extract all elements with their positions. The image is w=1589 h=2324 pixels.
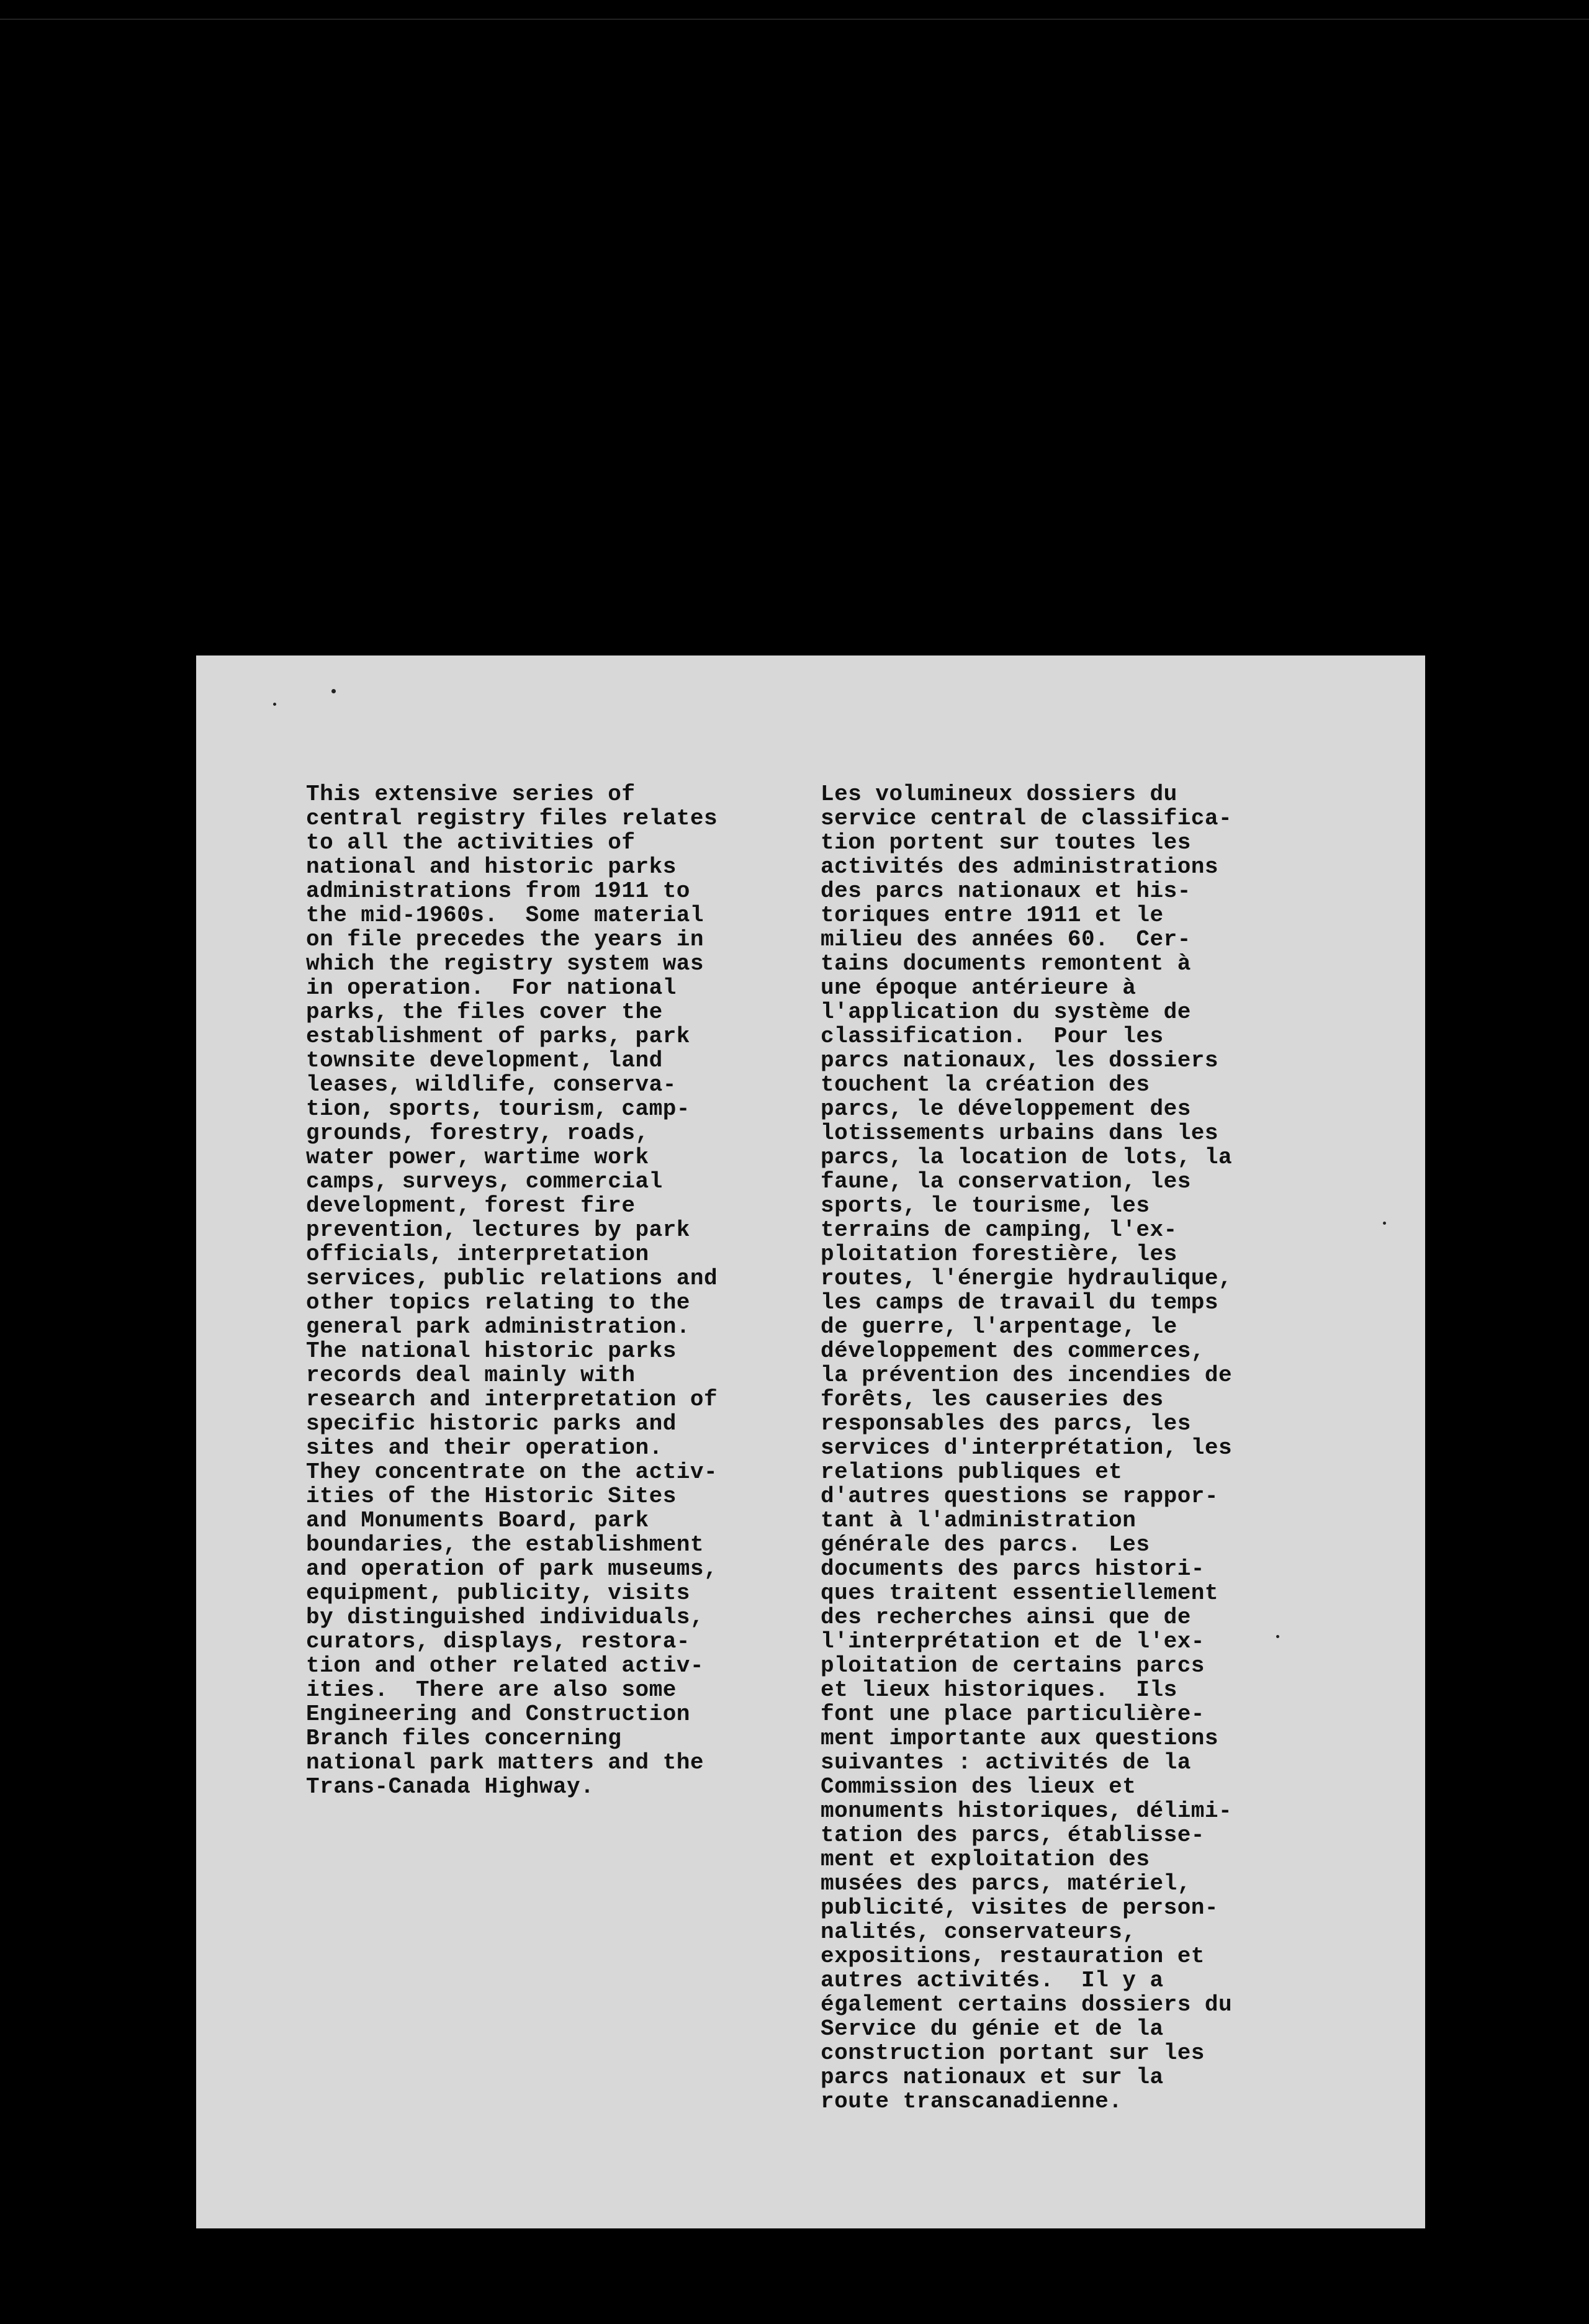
french-text-line: tion portent sur toutes les bbox=[821, 830, 1191, 855]
english-text-line: The national historic parks bbox=[306, 1338, 677, 1364]
english-text-line: This extensive series of bbox=[306, 781, 636, 807]
english-text-line: water power, wartime work bbox=[306, 1145, 649, 1170]
english-text-line: officials, interpretation bbox=[306, 1241, 649, 1267]
french-text-line: une époque antérieure à bbox=[821, 975, 1137, 1001]
french-text-line: la prévention des incendies de bbox=[821, 1362, 1233, 1388]
french-text-line: l'application du système de bbox=[821, 999, 1191, 1025]
english-text-column bbox=[306, 782, 753, 1799]
english-text-line: Trans-Canada Highway. bbox=[306, 1774, 595, 1799]
french-text-line: et lieux historiques. Ils bbox=[821, 1677, 1177, 1703]
scan-speck bbox=[1383, 1222, 1386, 1225]
french-text-line: terrains de camping, l'ex- bbox=[821, 1217, 1177, 1243]
english-text-line: records deal mainly with bbox=[306, 1362, 636, 1388]
english-text-line: leases, wildlife, conserva- bbox=[306, 1072, 677, 1097]
english-text-line: services, public relations and bbox=[306, 1266, 718, 1291]
french-text-line: font une place particulière- bbox=[821, 1701, 1205, 1727]
french-text-line: des parcs nationaux et his- bbox=[821, 878, 1191, 904]
french-text-line: expositions, restauration et bbox=[821, 1943, 1205, 1969]
french-text-column bbox=[821, 782, 1274, 2114]
french-text-line: des recherches ainsi que de bbox=[821, 1605, 1191, 1630]
french-text-line: générale des parcs. Les bbox=[821, 1532, 1150, 1557]
french-text-line: lotissements urbains dans les bbox=[821, 1120, 1219, 1146]
french-text-line: touchent la création des bbox=[821, 1072, 1150, 1097]
french-text-line: tains documents remontent à bbox=[821, 951, 1191, 976]
french-text-line: route transcanadienne. bbox=[821, 2089, 1123, 2114]
french-text-line: suivantes : activités de la bbox=[821, 1750, 1191, 1775]
scan-speck bbox=[273, 703, 276, 706]
french-text-line: monuments historiques, délimi- bbox=[821, 1798, 1233, 1824]
english-text-line: central registry files relates bbox=[306, 806, 718, 831]
english-text-line: equipment, publicity, visits bbox=[306, 1580, 690, 1606]
english-text-line: tion and other related activ- bbox=[306, 1653, 704, 1678]
scan-speck bbox=[1276, 1635, 1279, 1638]
french-text-line: ment et exploitation des bbox=[821, 1847, 1150, 1872]
french-text-line: tation des parcs, établisse- bbox=[821, 1822, 1205, 1848]
english-text-line: which the registry system was bbox=[306, 951, 704, 976]
english-text-line: on file precedes the years in bbox=[306, 927, 704, 952]
french-text-line: ques traitent essentiellement bbox=[821, 1580, 1219, 1606]
english-text-line: They concentrate on the activ- bbox=[306, 1459, 718, 1485]
french-text-line: musées des parcs, matériel, bbox=[821, 1871, 1191, 1896]
english-text-line: curators, displays, restora- bbox=[306, 1629, 690, 1654]
french-text-line: milieu des années 60. Cer- bbox=[821, 927, 1191, 952]
english-text-line: Engineering and Construction bbox=[306, 1701, 690, 1727]
french-text-line: autres activités. Il y a bbox=[821, 1968, 1164, 1993]
document-page bbox=[196, 655, 1425, 2228]
french-text-line: construction portant sur les bbox=[821, 2040, 1205, 2066]
english-text-line: national and historic parks bbox=[306, 854, 677, 880]
french-text-line: développement des commerces, bbox=[821, 1338, 1205, 1364]
french-text-line: les camps de travail du temps bbox=[821, 1290, 1219, 1315]
english-text-line: and operation of park museums, bbox=[306, 1556, 718, 1582]
french-text-line: nalités, conservateurs, bbox=[821, 1919, 1137, 1945]
english-text-line: research and interpretation of bbox=[306, 1387, 718, 1412]
french-text-line: d'autres questions se rappor- bbox=[821, 1484, 1219, 1509]
french-text-line: activités des administrations bbox=[821, 854, 1219, 880]
french-text-line: publicité, visites de person- bbox=[821, 1895, 1219, 1921]
french-text-line: routes, l'énergie hydraulique, bbox=[821, 1266, 1233, 1291]
french-text-line: ment importante aux questions bbox=[821, 1726, 1219, 1751]
french-text-line: ploitation de certains parcs bbox=[821, 1653, 1205, 1678]
english-text-line: ities. There are also some bbox=[306, 1677, 677, 1703]
french-text-line: sports, le tourisme, les bbox=[821, 1193, 1150, 1218]
english-text-line: ities of the Historic Sites bbox=[306, 1484, 677, 1509]
english-text-line: tion, sports, tourism, camp- bbox=[306, 1096, 690, 1122]
scan-speck bbox=[331, 689, 336, 693]
french-text-line: parcs nationaux, les dossiers bbox=[821, 1048, 1219, 1073]
english-text-line: other topics relating to the bbox=[306, 1290, 690, 1315]
english-text-line: in operation. For national bbox=[306, 975, 677, 1001]
french-text-line: responsables des parcs, les bbox=[821, 1411, 1191, 1436]
french-text-line: relations publiques et bbox=[821, 1459, 1123, 1485]
french-text-line: documents des parcs histori- bbox=[821, 1556, 1205, 1582]
french-text-line: tant à l'administration bbox=[821, 1508, 1137, 1533]
english-text-line: general park administration. bbox=[306, 1314, 690, 1340]
english-text-line: establishment of parks, park bbox=[306, 1024, 690, 1049]
french-text-line: de guerre, l'arpentage, le bbox=[821, 1314, 1177, 1340]
english-text-line: the mid-1960s. Some material bbox=[306, 903, 704, 928]
french-text-line: l'interprétation et de l'ex- bbox=[821, 1629, 1205, 1654]
english-text-line: grounds, forestry, roads, bbox=[306, 1120, 649, 1146]
french-text-line: Les volumineux dossiers du bbox=[821, 781, 1177, 807]
french-text-line: également certains dossiers du bbox=[821, 1992, 1233, 2017]
french-text-line: ploitation forestière, les bbox=[821, 1241, 1177, 1267]
french-text-line: classification. Pour les bbox=[821, 1024, 1164, 1049]
french-text-line: Commission des lieux et bbox=[821, 1774, 1137, 1799]
english-text-line: specific historic parks and bbox=[306, 1411, 677, 1436]
french-text-line: service central de classifica- bbox=[821, 806, 1233, 831]
french-text-line: parcs, le développement des bbox=[821, 1096, 1191, 1122]
english-text-line: camps, surveys, commercial bbox=[306, 1169, 663, 1194]
french-text-line: Service du génie et de la bbox=[821, 2016, 1164, 2042]
english-text-line: Branch files concerning bbox=[306, 1726, 622, 1751]
french-text-line: parcs nationaux et sur la bbox=[821, 2065, 1164, 2090]
english-text-line: townsite development, land bbox=[306, 1048, 663, 1073]
english-text-line: boundaries, the establishment bbox=[306, 1532, 704, 1557]
scan-edge-mark bbox=[0, 19, 1589, 20]
english-text-line: sites and their operation. bbox=[306, 1435, 663, 1461]
french-text-line: toriques entre 1911 et le bbox=[821, 903, 1164, 928]
english-text-line: to all the activities of bbox=[306, 830, 636, 855]
french-text-line: faune, la conservation, les bbox=[821, 1169, 1191, 1194]
english-text-line: parks, the files cover the bbox=[306, 999, 663, 1025]
english-text-line: national park matters and the bbox=[306, 1750, 704, 1775]
french-text-line: forêts, les causeries des bbox=[821, 1387, 1164, 1412]
english-text-line: administrations from 1911 to bbox=[306, 878, 690, 904]
french-text-line: services d'interprétation, les bbox=[821, 1435, 1233, 1461]
english-text-line: development, forest fire bbox=[306, 1193, 636, 1218]
english-text-line: prevention, lectures by park bbox=[306, 1217, 690, 1243]
english-text-line: and Monuments Board, park bbox=[306, 1508, 649, 1533]
french-text-line: parcs, la location de lots, la bbox=[821, 1145, 1233, 1170]
english-text-line: by distinguished individuals, bbox=[306, 1605, 704, 1630]
